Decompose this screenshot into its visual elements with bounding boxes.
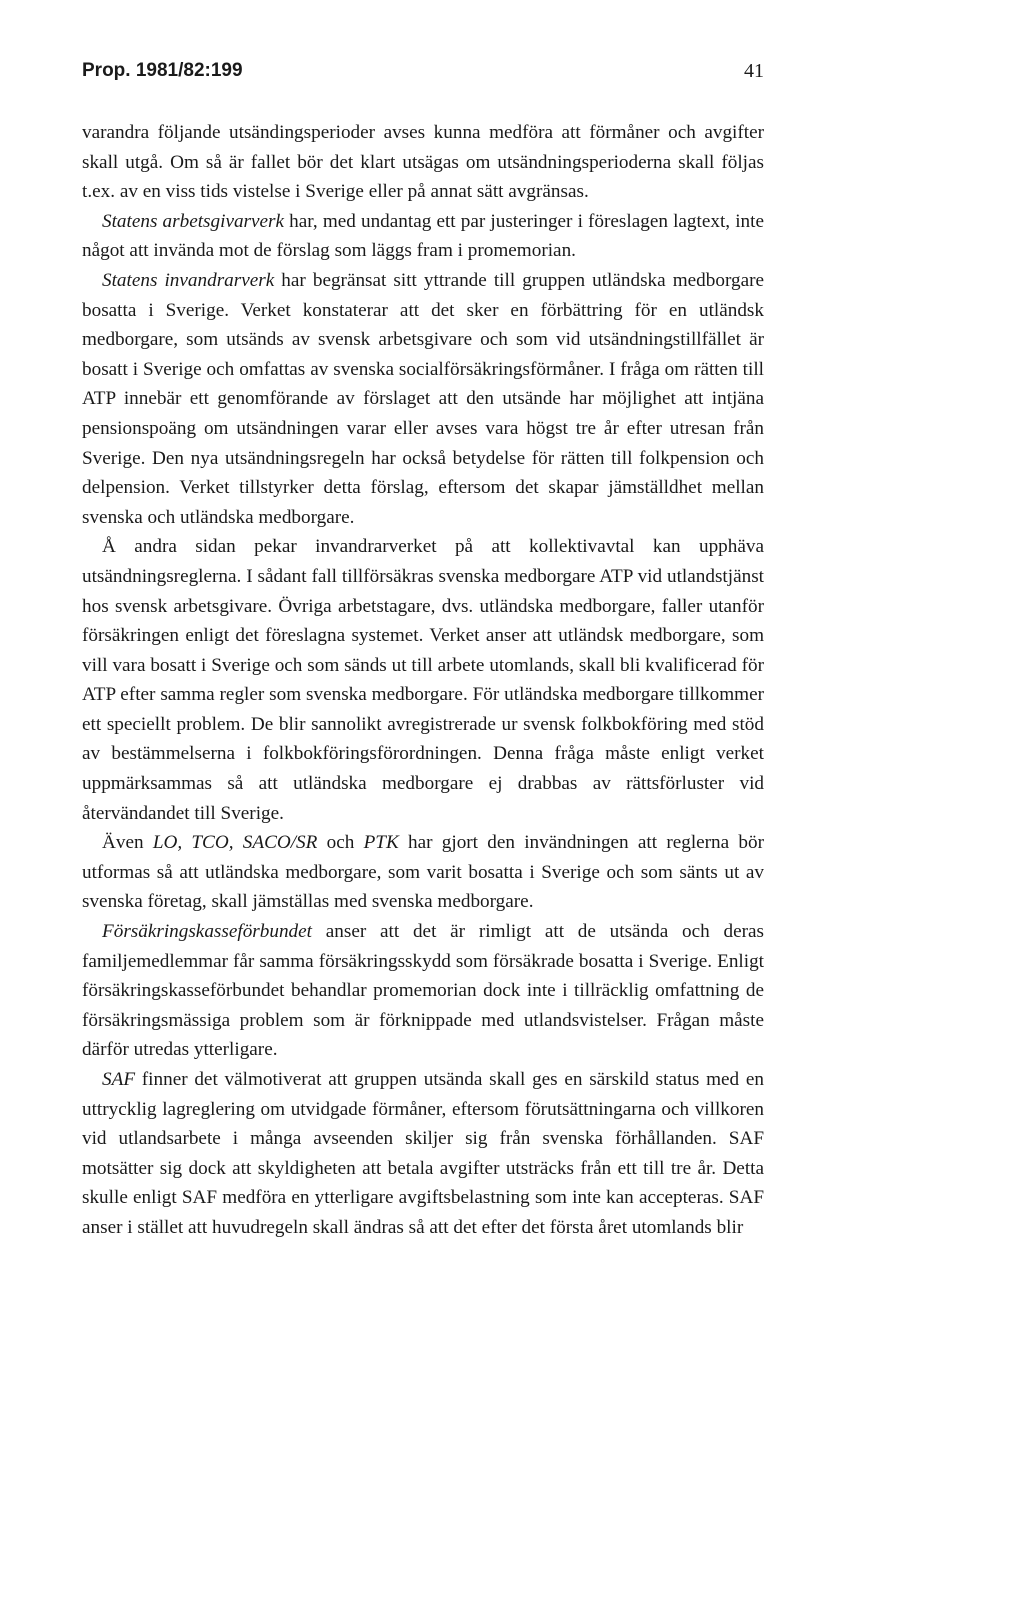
publication-reference: Prop. 1981/82:199 <box>82 60 243 81</box>
page-number: 41 <box>744 60 764 82</box>
paragraph-2: Statens arbetsgivarverk har, med undantag ett par justeringer i föreslagen lagtext, inte något att invända mot de förslag som läggs fram i promemorian. <box>82 210 764 262</box>
paragraph-5: Även LO, TCO, SACO/SR och PTK har gjort den invändningen att reglerna bör utformas så att utländska medborgare, som varit bosatta i Sverige och som sänts ut av svenska företag, skall jämställas med svenska medborgare. <box>82 832 764 913</box>
organization-name: Statens arbetsgivarverk <box>102 210 285 232</box>
organization-name: PTK <box>363 832 399 854</box>
paragraph-4: Å andra sidan pekar invandrarverket på att kollektivavtal kan upphäva utsändningsreglerna. I sådant fall tillförsäkras svenska medborgare ATP vid utlandstjänst hos svensk arbetsgivare. Övriga arbetstagare, dvs. utländska medborgare, faller utanför försäkringen enligt det föreslagna systemet. Verket anser att utländsk medborgare, som vill vara bosatt i Sverige och som sänds ut till arbete utomlands, skall bli kvalificerad för ATP efter samma regler som svenska medborgare. För utländska medborgare tillkommer ett speciellt problem. De blir sannolikt avregistrerade ur svensk folkbokföring med stöd av bestämmelserna i folkbokföringsförordningen. Denna fråga måste enligt verket uppmärksammas så att utländska medborgare ej drabbas av rättsförluster vid återvändandet till Sverige. <box>82 536 764 824</box>
organization-name: LO, TCO, SACO/SR <box>152 832 318 854</box>
page-header <box>82 60 764 90</box>
paragraph-6: Försäkringskasseförbundet anser att det är rimligt att de utsända och deras familjemedlemmar får samma försäkringsskydd som försäkrade bosatta i Sverige. Enligt försäkringskasseförbundet behandlar promemorian dock inte i tillräcklig omfattning de försäkringsmässiga problem som är förknippade med utlandsvistelser. Frågan måste därför utredas ytterligare. <box>82 921 764 1061</box>
organization-name: Försäkringskasseförbundet <box>102 921 312 943</box>
organization-name: Statens invandrarverk <box>102 269 275 291</box>
paragraph-1: varandra följande utsändingsperioder avses kunna medföra att förmåner och avgifter skall utgå. Om så är fallet bör det klart utsägas om utsändningsperioderna skall följas t.ex. av en viss tids vistelse i Sverige eller på annat sätt avgränsas. <box>82 122 764 203</box>
body-text <box>82 118 764 1243</box>
paragraph-7: SAF finner det välmotiverat att gruppen utsända skall ges en särskild status med en uttrycklig lagreglering om utvidgade förmåner, eftersom förutsättningarna och villkoren vid utlandsarbete i många avseenden skiljer sig från svenska förhållanden. SAF motsätter sig dock att skyldigheten att betala avgifter utsträcks från ett till tre år. Detta skulle enligt SAF medföra en ytterligare avgiftsbelastning som inte kan accepteras. SAF anser i stället att huvudregeln skall ändras så att det efter det första året utomlands blir <box>82 1069 764 1238</box>
paragraph-3: Statens invandrarverk har begränsat sitt yttrande till gruppen utländska medborgare bosatta i Sverige. Verket konstaterar att det sker en förbättring för en utländsk medborgare, som utsänds av svensk arbetsgivare och som vid utsändningstillfället är bosatt i Sverige och omfattas av svenska socialförsäkringsförmåner. I fråga om rätten till ATP innebär ett genomförande av förslaget att den utsände har möjlighet att intjäna pensionspoäng om utsändningen varar eller avses vara högst tre år efter utresan från Sverige. Den nya utsändningsregeln har också betydelse för rätten till folkpension och delpension. Verket tillstyrker detta förslag, eftersom det skapar jämställdhet mellan svenska och utländska medborgare. <box>82 269 764 528</box>
organization-name: SAF <box>102 1069 136 1090</box>
